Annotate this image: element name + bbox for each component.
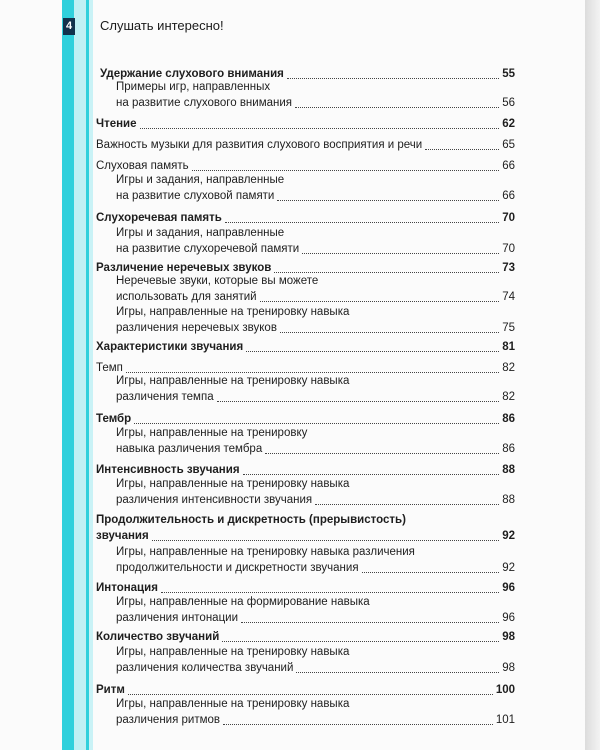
toc-page-number: 101 bbox=[495, 714, 515, 726]
toc-entry-title: Игры, направленные на тренировку навыка bbox=[116, 306, 350, 318]
dot-leader bbox=[274, 272, 499, 273]
dot-leader bbox=[134, 423, 499, 424]
toc-entry-title: Слуховая память bbox=[96, 160, 189, 172]
toc-page-number: 66 bbox=[502, 160, 515, 172]
dot-leader bbox=[362, 572, 499, 573]
toc-page-number: 55 bbox=[502, 68, 515, 80]
toc-entry bbox=[0, 477, 585, 509]
toc-entry bbox=[0, 595, 585, 627]
dot-leader bbox=[243, 474, 499, 475]
toc-entry-title: различения неречевых звуков bbox=[116, 322, 277, 334]
toc-entry bbox=[0, 274, 585, 306]
toc-page-number: 86 bbox=[502, 413, 515, 425]
toc-entry bbox=[0, 135, 585, 155]
dot-leader bbox=[277, 200, 499, 201]
toc-entry-title: Интонация bbox=[96, 582, 158, 594]
toc-entry bbox=[0, 545, 585, 577]
toc-page-number: 66 bbox=[502, 190, 515, 202]
dot-leader bbox=[265, 453, 499, 454]
toc-entry bbox=[0, 208, 585, 228]
running-header: Слушать интересно! bbox=[100, 18, 224, 33]
toc-page-number: 92 bbox=[502, 562, 515, 574]
toc-page-number: 75 bbox=[502, 322, 515, 334]
toc-page-number: 70 bbox=[502, 243, 515, 255]
toc-entry-title: на развитие слухового внимания bbox=[116, 97, 293, 109]
toc-entry-title: различения темпа bbox=[116, 391, 214, 403]
toc-entry-title: Игры и задания, направленные bbox=[116, 174, 285, 186]
dot-leader bbox=[140, 128, 499, 129]
toc-page-number: 81 bbox=[502, 341, 515, 353]
toc-entry bbox=[0, 80, 585, 112]
toc-entry bbox=[0, 513, 585, 545]
toc-page-number: 56 bbox=[502, 97, 515, 109]
dot-leader bbox=[425, 149, 499, 150]
toc-entry bbox=[0, 627, 585, 647]
toc-entry-title: Удержание слухового внимания bbox=[100, 68, 284, 80]
toc-entry bbox=[0, 697, 585, 729]
toc-page-number: 62 bbox=[502, 118, 515, 130]
toc-page-number: 70 bbox=[502, 212, 515, 224]
toc-entry-title: Игры, направленные на формирование навыка bbox=[116, 596, 370, 608]
dot-leader bbox=[126, 372, 499, 373]
toc-entry-title: различения ритмов bbox=[116, 714, 221, 726]
toc-page-number: 100 bbox=[495, 684, 515, 696]
dot-leader bbox=[302, 253, 499, 254]
toc-entry bbox=[0, 337, 585, 357]
toc-entry bbox=[0, 426, 585, 458]
dot-leader bbox=[246, 351, 499, 352]
dot-leader bbox=[152, 540, 499, 541]
toc-page-number: 65 bbox=[502, 139, 515, 151]
dot-leader bbox=[161, 592, 499, 593]
toc-page-number: 98 bbox=[502, 631, 515, 643]
toc-entry-title: Игры, направленные на тренировку bbox=[116, 427, 308, 439]
dot-leader bbox=[295, 107, 499, 108]
toc-entry-title: Тембр bbox=[96, 413, 132, 425]
dot-leader bbox=[287, 78, 499, 79]
toc-entry bbox=[0, 114, 585, 134]
toc-entry-title: звучания bbox=[96, 530, 149, 542]
toc-page-number: 96 bbox=[502, 612, 515, 624]
toc-entry-title: Игры, направленные на тренировку навыка bbox=[116, 478, 350, 490]
toc-entry-title: на развитие слухоречевой памяти bbox=[116, 243, 300, 255]
dot-leader bbox=[223, 724, 493, 725]
toc-entry-title: Игры и задания, направленные bbox=[116, 227, 285, 239]
toc-entry-title: Игры, направленные на тренировку навыка bbox=[116, 646, 350, 658]
toc-entry-title: Темп bbox=[96, 362, 123, 374]
toc-page-number: 73 bbox=[502, 262, 515, 274]
dot-leader bbox=[260, 301, 499, 302]
toc-entry-title: Продолжительность и дискретность (прерывистость) bbox=[96, 514, 406, 526]
toc-entry-title: различения количества звучаний bbox=[116, 662, 294, 674]
toc-entry-title: Интенсивность звучания bbox=[96, 464, 240, 476]
dot-leader bbox=[315, 504, 499, 505]
toc-entry-title: Количество звучаний bbox=[96, 631, 220, 643]
toc-entry-title: Важность музыки для развития слухового восприятия и речи bbox=[96, 139, 423, 151]
dot-leader bbox=[222, 641, 499, 642]
dot-leader bbox=[280, 332, 499, 333]
dot-leader bbox=[217, 401, 499, 402]
toc-page-number: 88 bbox=[502, 494, 515, 506]
toc-entry-title: на развитие слуховой памяти bbox=[116, 190, 275, 202]
toc-entry-title: Ритм bbox=[96, 684, 125, 696]
dot-leader bbox=[241, 622, 499, 623]
toc-entry-title: продолжительности и дискретности звучания bbox=[116, 562, 359, 574]
dot-leader bbox=[128, 694, 493, 695]
toc-entry-title: Неречевые звуки, которые вы можете bbox=[116, 275, 319, 287]
toc-entry-title: Игры, направленные на тренировку навыка bbox=[116, 698, 350, 710]
dot-leader bbox=[225, 222, 499, 223]
toc-page-number: 92 bbox=[502, 530, 515, 542]
toc-entry bbox=[0, 645, 585, 677]
toc-entry-title: Характеристики звучания bbox=[96, 341, 244, 353]
toc-entry-title: Игры, направленные на тренировку навыка различения bbox=[116, 546, 415, 558]
toc-page-number: 82 bbox=[502, 362, 515, 374]
toc-entry bbox=[0, 226, 585, 258]
toc-entry-title: Различение неречевых звуков bbox=[96, 262, 272, 274]
dot-leader bbox=[192, 170, 499, 171]
toc-page-number: 74 bbox=[502, 291, 515, 303]
dot-leader bbox=[296, 672, 499, 673]
toc-entry-title: Слухоречевая память bbox=[96, 212, 222, 224]
toc-page-number: 86 bbox=[502, 443, 515, 455]
toc-page-number: 88 bbox=[502, 464, 515, 476]
toc-entry-title: Игры, направленные на тренировку навыка bbox=[116, 375, 350, 387]
toc-entry bbox=[0, 173, 585, 205]
page-number: 4 bbox=[63, 18, 75, 35]
toc-entry-title: Примеры игр, направленных bbox=[116, 81, 271, 93]
page-edge-shadow bbox=[585, 0, 600, 750]
toc-page-number: 96 bbox=[502, 582, 515, 594]
toc-entry-title: навыка различения тембра bbox=[116, 443, 263, 455]
toc-entry-title: различения интонации bbox=[116, 612, 239, 624]
toc-entry bbox=[0, 374, 585, 406]
toc-entry-title: различения интенсивности звучания bbox=[116, 494, 313, 506]
toc-page-number: 82 bbox=[502, 391, 515, 403]
toc-entry-title: использовать для занятий bbox=[116, 291, 257, 303]
toc-entry-title: Чтение bbox=[96, 118, 137, 130]
toc-page-number: 98 bbox=[502, 662, 515, 674]
toc-entry bbox=[0, 305, 585, 337]
